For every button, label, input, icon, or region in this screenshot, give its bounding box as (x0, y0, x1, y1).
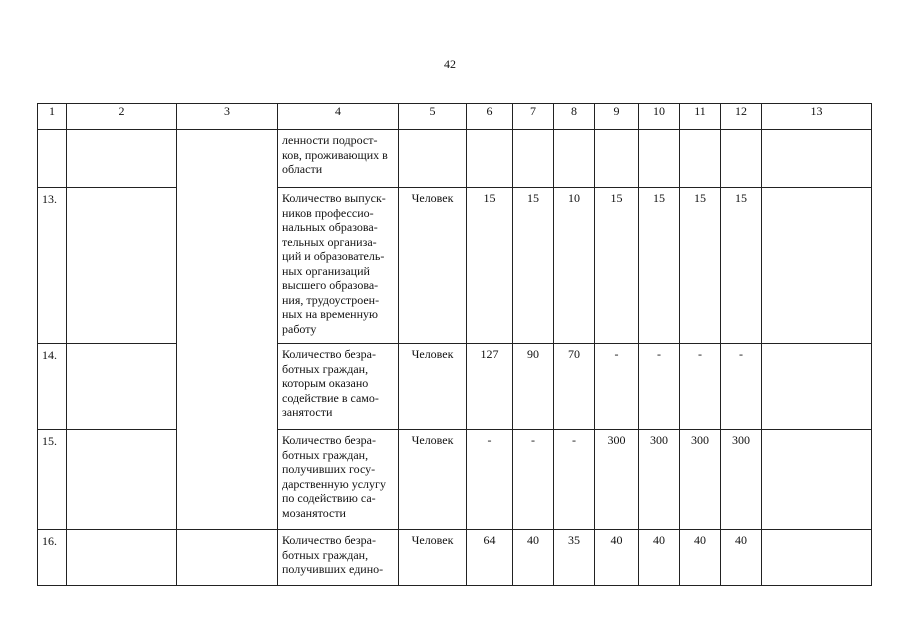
value-cell (721, 130, 762, 188)
description-line: ленности подрост- (282, 133, 378, 147)
header-cell: 10 (639, 104, 680, 130)
description-line: Количество безра- (282, 433, 376, 447)
note-cell (762, 344, 872, 430)
description-line: мозанятости (282, 505, 346, 520)
value-cell: 90 (513, 344, 554, 430)
value-cell: 15 (721, 188, 762, 344)
header-row (38, 104, 872, 130)
header-cell: 6 (467, 104, 513, 130)
note-cell (762, 430, 872, 530)
value-cell: 15 (513, 188, 554, 344)
description-line: ных на временную (282, 307, 378, 321)
value-cell: 10 (554, 188, 595, 344)
value-cell: 300 (680, 430, 721, 530)
header-cell: 8 (554, 104, 595, 130)
description-line: ных организаций (282, 263, 370, 278)
table-row (38, 430, 872, 530)
description-line: Количество безра- (282, 533, 376, 547)
description-line: получивших едино- (282, 562, 384, 576)
value-cell (680, 130, 721, 188)
description-line: ботных граждан, (282, 547, 369, 562)
value-cell: 300 (595, 430, 639, 530)
description-line: области (282, 162, 323, 176)
header-cell: 12 (721, 104, 762, 130)
row-number: 16. (38, 530, 67, 586)
unit-cell: Человек (399, 530, 467, 586)
value-cell: 15 (467, 188, 513, 344)
value-cell: 40 (721, 530, 762, 586)
header-cell: 7 (513, 104, 554, 130)
description-line: ников профессио- (282, 205, 374, 220)
value-cell: 40 (513, 530, 554, 586)
table-row (38, 530, 872, 586)
table-row (38, 344, 872, 430)
description-cell (278, 530, 399, 586)
description-line: ботных граждан, (282, 447, 369, 462)
col2-cell (67, 130, 177, 188)
table-row (38, 188, 872, 344)
description-line: Количество безра- (282, 347, 376, 361)
header-cell: 3 (177, 104, 278, 130)
col3-merged-cell (177, 130, 278, 530)
value-cell: 40 (680, 530, 721, 586)
description-cell (278, 430, 399, 530)
value-cell: 15 (680, 188, 721, 344)
row-number: 13. (38, 188, 67, 344)
value-cell: - (595, 344, 639, 430)
unit-cell: Человек (399, 188, 467, 344)
col2-cell (67, 188, 177, 344)
value-cell: 15 (639, 188, 680, 344)
unit-cell: Человек (399, 430, 467, 530)
description-line: тельных организа- (282, 234, 377, 249)
value-cell: 40 (639, 530, 680, 586)
row-number: 14. (38, 344, 67, 430)
description-line: ботных граждан, (282, 361, 369, 376)
note-cell (762, 188, 872, 344)
description-line: получивших госу- (282, 462, 376, 476)
header-cell: 13 (762, 104, 872, 130)
value-cell: - (467, 430, 513, 530)
description-line: Количество выпуск- (282, 191, 386, 205)
col2-cell (67, 344, 177, 430)
description-line: работу (282, 321, 317, 336)
col2-cell (67, 430, 177, 530)
value-cell (554, 130, 595, 188)
unit-cell (399, 130, 467, 188)
value-cell (595, 130, 639, 188)
col3-cell (177, 530, 278, 586)
description-cell (278, 188, 399, 344)
description-line: ния, трудоустроен- (282, 292, 380, 307)
page-number: 42 (444, 57, 456, 71)
value-cell: 40 (595, 530, 639, 586)
value-cell: 35 (554, 530, 595, 586)
header-cell: 1 (38, 104, 67, 130)
value-cell: 127 (467, 344, 513, 430)
value-cell: - (639, 344, 680, 430)
description-line: ков, проживающих в (282, 147, 388, 162)
description-line: нальных образова- (282, 220, 378, 234)
description-line: которым оказано (282, 376, 369, 390)
num-cell (38, 130, 67, 188)
value-cell: - (513, 430, 554, 530)
value-cell: 15 (595, 188, 639, 344)
description-line: занятости (282, 405, 333, 419)
header-cell: 4 (278, 104, 399, 130)
header-cell: 11 (680, 104, 721, 130)
description-line: содействие в само- (282, 390, 379, 405)
description-line: дарственную услугу (282, 476, 386, 491)
description-line: высшего образова- (282, 278, 379, 292)
note-cell (762, 130, 872, 188)
value-cell (639, 130, 680, 188)
description-cell (278, 130, 399, 188)
description-line: ций и образователь- (282, 249, 385, 263)
value-cell: 300 (721, 430, 762, 530)
header-cell: 2 (67, 104, 177, 130)
value-cell: 70 (554, 344, 595, 430)
value-cell: - (721, 344, 762, 430)
note-cell (762, 530, 872, 586)
value-cell: - (554, 430, 595, 530)
value-cell: 64 (467, 530, 513, 586)
description-cell (278, 344, 399, 430)
unit-cell: Человек (399, 344, 467, 430)
value-cell: - (680, 344, 721, 430)
header-cell: 5 (399, 104, 467, 130)
col2-cell (67, 530, 177, 586)
header-cell: 9 (595, 104, 639, 130)
value-cell (513, 130, 554, 188)
value-cell: 300 (639, 430, 680, 530)
description-line: по содействию са- (282, 491, 376, 505)
value-cell (467, 130, 513, 188)
table-row-continuation (38, 130, 872, 188)
indicators-table (37, 103, 872, 586)
row-number: 15. (38, 430, 67, 530)
